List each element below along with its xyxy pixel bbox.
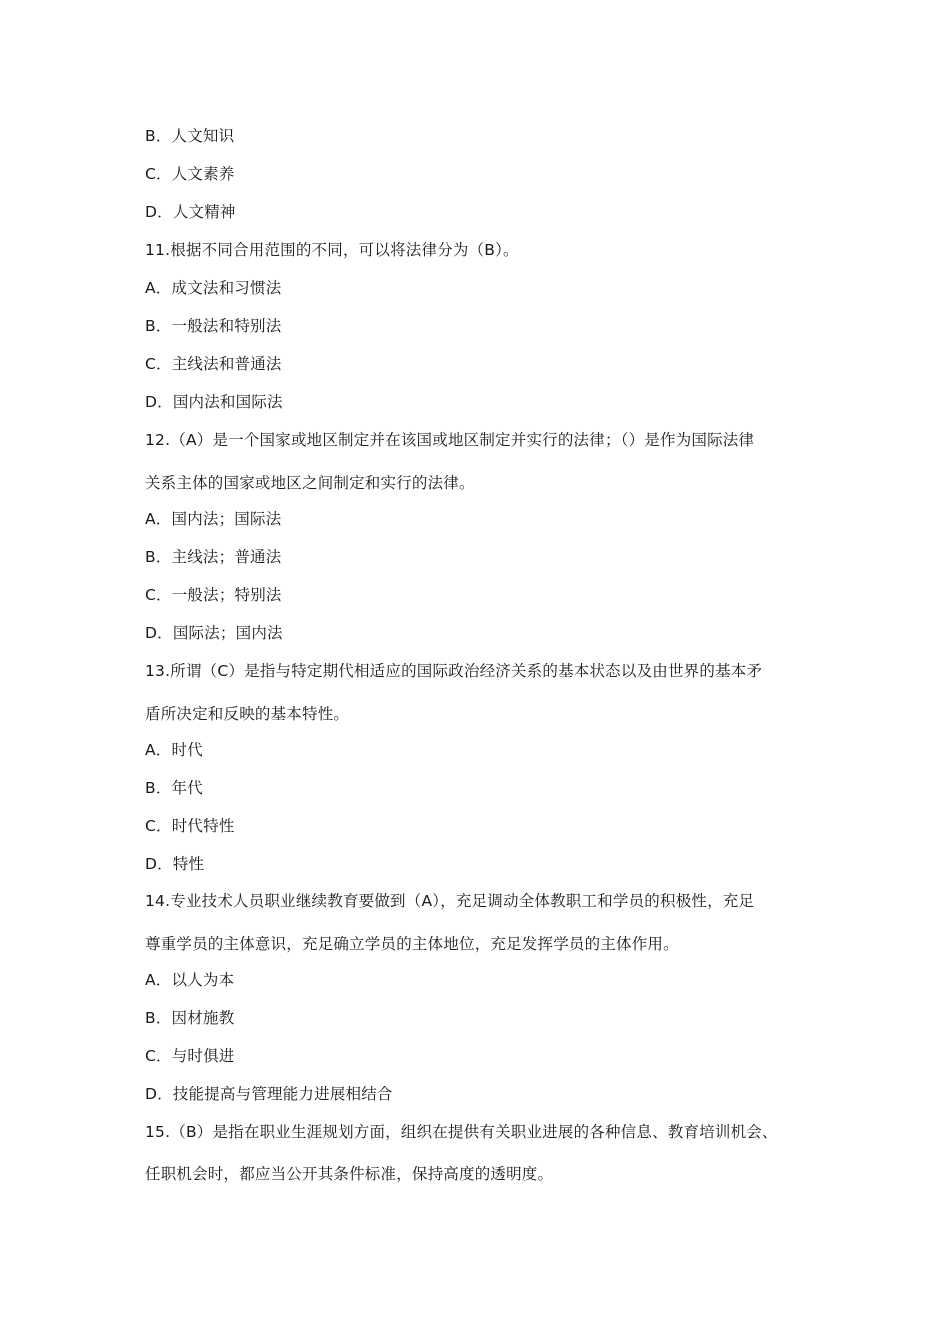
- question-line: 11.根据不同合用范围的不同，可以将法律分为（B）。: [145, 241, 519, 259]
- question-line: 12.（A）是一个国家或地区制定并在该国或地区制定并实行的法律；（）是作为国际法律: [145, 431, 755, 449]
- option-line: B．主线法；普通法: [145, 548, 282, 566]
- option-line: D．国际法；国内法: [145, 624, 283, 642]
- question-line: 13.所谓（C）是指与特定期代相适应的国际政治经济关系的基本状态以及由世界的基本矛: [145, 662, 763, 680]
- option-line: B．人文知识: [145, 127, 235, 145]
- option-line: C．主线法和普通法: [145, 355, 282, 373]
- option-line: D．技能提高与管理能力进展相结合: [145, 1085, 393, 1103]
- question-line: 尊重学员的主体意识，充足确立学员的主体地位，充足发挥学员的主体作用。: [145, 935, 679, 953]
- question-line: 14.专业技术人员职业继续教育要做到（A），充足调动全体教职工和学员的积极性，充足: [145, 892, 755, 910]
- option-line: B．因材施教: [145, 1009, 235, 1027]
- option-line: C．一般法；特别法: [145, 586, 282, 604]
- question-line: 15.（B）是指在职业生涯规划方面，组织在提供有关职业进展的各种信息、教育培训机会、: [145, 1123, 778, 1141]
- option-line: A．时代: [145, 741, 203, 759]
- option-line: D．特性: [145, 855, 205, 873]
- question-line: 盾所决定和反映的基本特性。: [145, 705, 350, 723]
- question-line: 关系主体的国家或地区之间制定和实行的法律。: [145, 474, 475, 492]
- option-line: A．成文法和习惯法: [145, 279, 282, 297]
- option-line: B．一般法和特别法: [145, 317, 282, 335]
- option-line: A．以人为本: [145, 971, 235, 989]
- option-line: B．年代: [145, 779, 203, 797]
- option-line: D．国内法和国际法: [145, 393, 283, 411]
- option-line: C．时代特性: [145, 817, 235, 835]
- option-line: C．人文素养: [145, 165, 235, 183]
- option-line: A．国内法；国际法: [145, 510, 282, 528]
- option-line: C．与时俱进: [145, 1047, 235, 1065]
- option-line: D．人文精神: [145, 203, 236, 221]
- question-line: 任职机会时，都应当公开其条件标准，保持高度的透明度。: [145, 1165, 554, 1183]
